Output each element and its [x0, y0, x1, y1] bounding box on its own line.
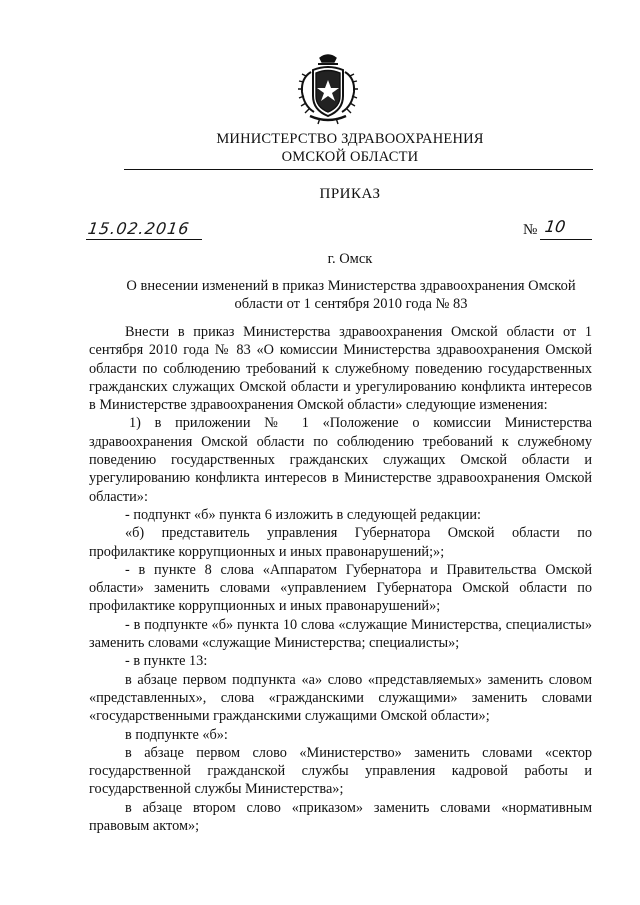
paragraph-dash-13: - в пункте 13: — [125, 653, 208, 670]
paragraph-new-text-6b: «б) представитель управления Губернатора Омской области по профилактике коррупционных и иных правонарушений;»; — [89, 525, 592, 560]
paragraph-item-1: 1) в приложении № 1 «Положение о комиссии Министерства здравоохранения Омской области по соблюдению требований к служебному поведению государственных гражданских служащих Омской области и урегулированию конфликта интересов в Министерстве здравоохранения Омской области»: — [89, 415, 592, 505]
handwritten-date: 15.02.2016 — [86, 219, 191, 238]
paragraph-13b-second: в абзаце втором слово «приказом» заменить словами «нормативным правовым актом»; — [89, 799, 592, 835]
order-number-label: № — [523, 222, 538, 238]
paragraph-dash-8: - в пункте 8 слова «Аппаратом Губернатора и Правительства Омской области» заменить словами «управлением Губернатора Омской области по профилактике коррупционных и иных правонарушений»; — [89, 561, 592, 615]
date-underline — [86, 239, 202, 240]
paragraph-dash-6b: - подпункт «б» пункта 6 изложить в следующей редакции: — [125, 506, 481, 523]
number-underline — [540, 239, 592, 240]
paragraph-dash-10b: - в подпункте «б» пункта 10 слова «служащие Министерства, специалисты» заменить словами «служащие Министерства; специалисты»; — [89, 616, 592, 652]
header-divider — [124, 169, 593, 170]
city: г. Омск — [327, 251, 373, 267]
order-subject: О внесении изменений в приказ Министерства здравоохранения Омской области от 1 сентября 2010 года № 83 — [126, 278, 576, 312]
paragraph-13b-first: в абзаце первом слово «Министерство» заменить словами «сектор государственной гражданской службы управления кадровой работы и государственной службы Министерства»; — [89, 744, 592, 798]
ministry-name-line1: МИНИСТЕРСТВО ЗДРАВООХРАНЕНИЯ — [216, 131, 484, 147]
paragraph-13b-header: в подпункте «б»: — [125, 726, 228, 743]
omsk-coat-of-arms-emblem — [296, 52, 360, 126]
ministry-name-line2: ОМСКОЙ ОБЛАСТИ — [281, 149, 419, 165]
paragraph-intro: Внести в приказ Министерства здравоохранения Омской области от 1 сентября 2010 года № 83 «О комиссии Министерства здравоохранения Омской области по соблюдению требований к служебному поведению государственных гражданских служащих Омской области и урегулированию конфликта интересов в Министерстве здравоохранения Омской области» следующие изменения: — [89, 324, 592, 414]
order-body — [89, 323, 592, 835]
paragraph-13a: в абзаце первом подпункта «а» слово «представляемых» заменить словом «представленных», слова «гражданскими служащими» заменить словами «государственными гражданскими служащими Омской области»; — [89, 671, 592, 725]
handwritten-order-number: 10 — [543, 217, 567, 236]
document-type-title: ПРИКАЗ — [319, 186, 381, 202]
